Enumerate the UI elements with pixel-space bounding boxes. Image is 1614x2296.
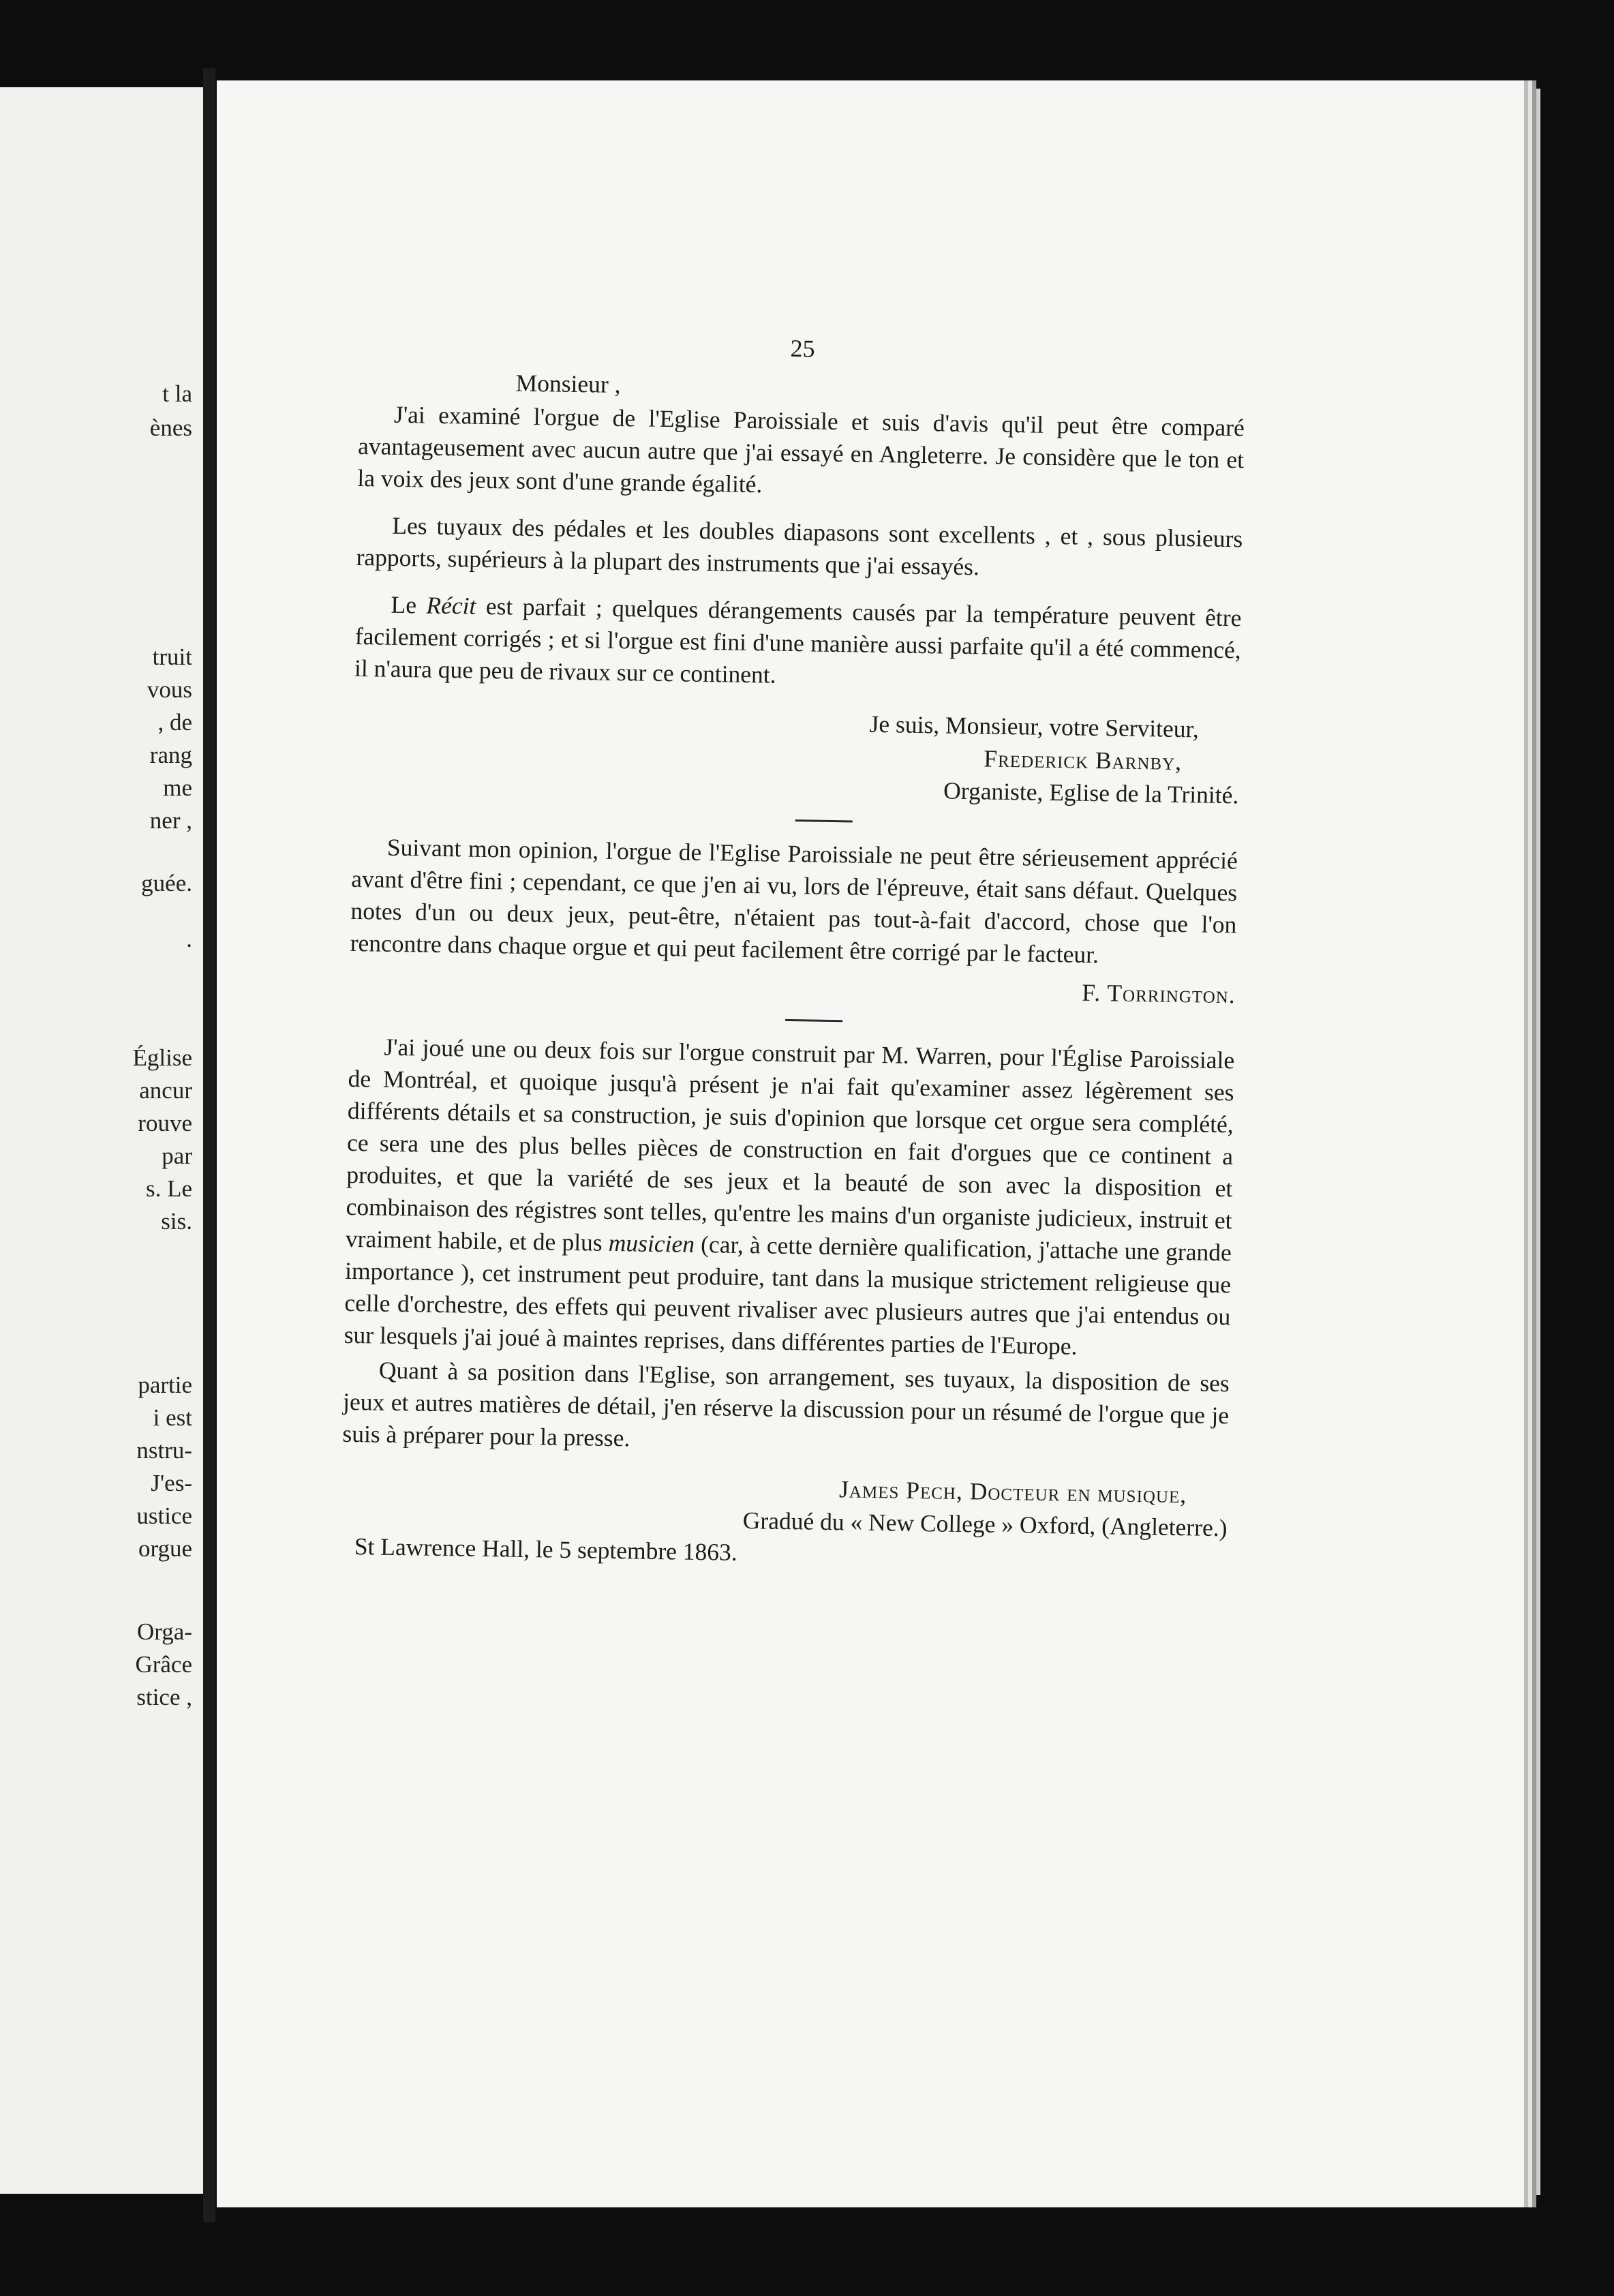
left-page-fragment: ustice	[136, 1502, 192, 1529]
left-page-fragment: vous	[147, 676, 192, 703]
page-edge	[1524, 89, 1540, 2195]
letter3-p1-italic: musicien	[608, 1228, 695, 1258]
letter3-paragraph-1	[344, 1031, 1234, 1365]
left-page-fragment: ènes	[149, 414, 192, 441]
left-page-fragment: Orga-	[137, 1618, 192, 1645]
left-page-fragment: Grâce	[135, 1651, 192, 1678]
letter1-signature-block	[352, 699, 1240, 811]
left-page-fragment: i est	[153, 1404, 192, 1431]
left-page-fragment: , de	[157, 709, 192, 736]
letter1-p3-start: Le	[391, 590, 427, 619]
book-gutter	[203, 68, 215, 2222]
left-page-fragment: .	[186, 926, 192, 952]
letter1-signer: Frederick Barnby,	[984, 744, 1183, 776]
letter2-signer: F. Torrington.	[1082, 978, 1236, 1009]
letter1-p3-end: est parfait ; quelques dérangements causés par la température peuvent être facilement corrigés ; et si l'orgue est fini d'une manière aussi parfaite qu'il a été commencé, il n'aura que peu de rivaux sur ce continent.	[354, 592, 1242, 689]
left-page-fragment: rang	[149, 742, 192, 768]
letter1-signer-title: Organiste, Eglise de la Trinité.	[943, 776, 1239, 809]
left-page-fragment: nstru-	[136, 1437, 192, 1464]
left-page-fragment: t la	[162, 380, 192, 407]
left-facing-page	[0, 87, 207, 2194]
left-page-fragment: ner ,	[149, 807, 192, 834]
left-page-fragment: me	[163, 774, 192, 801]
right-page	[217, 80, 1524, 2207]
left-page-fragment: s. Le	[145, 1175, 192, 1202]
letter1-paragraph-3	[354, 588, 1242, 698]
letter3-signature-block	[341, 1465, 1228, 1576]
left-page-fragment: rouve	[138, 1110, 192, 1136]
letter2-paragraph-1: Suivant mon opinion, l'orgue de l'Eglise Paroissiale ne peut être sérieusement apprécié avant d'être fini ; cependant, ce que j'en ai vu, lors de l'épreuve, était sans défaut. Quelques notes d'un ou deux jeux, peut-être, n'étaient pas tout-à-fait d'accord, chose que l'on rencontre dans chaque orgue et qui peut facilement être corrigé par le facteur.	[350, 833, 1238, 969]
separator-rule	[785, 1019, 842, 1022]
letter1-closing: Je suis, Monsieur, votre Serviteur,	[869, 710, 1200, 743]
letter1-salutation: Monsieur ,	[515, 369, 621, 399]
letter3-place-date: St Lawrence Hall, le 5 septembre 1863.	[354, 1532, 738, 1566]
left-page-fragment: stice ,	[136, 1684, 192, 1710]
left-page-fragment: orgue	[138, 1535, 192, 1562]
separator-rule	[795, 819, 853, 822]
left-page-fragment: guée.	[141, 870, 192, 896]
page-content	[340, 326, 1246, 1591]
letter1-paragraph-2: Les tuyaux des pédales et les doubles diapasons sont excellents , et , sous plusieurs rapports, supérieurs à la plupart des instruments que j'ai essayés.	[356, 511, 1243, 581]
letter1-paragraph-1: J'ai examiné l'orgue de l'Eglise Paroissiale et suis d'avis qu'il peut être comparé avantageusement avec aucun autre que j'ai essayé en Angleterre. Je considère que le ton et la voix des jeux sont d'une grande égalité.	[357, 400, 1245, 498]
letter3-paragraph-2: Quant à sa position dans l'Eglise, son arrangement, ses tuyaux, la disposition de ses jeux et autres matières de détail, j'en réserve la discussion pour un résumé de l'orgue que je suis à préparer pour la presse.	[342, 1356, 1230, 1452]
letter1-p3-italic: Récit	[426, 591, 476, 620]
letter3-degree: Gradué du « New College » Oxford, (Angleterre.)	[742, 1507, 1228, 1542]
letter3-p1-start: J'ai joué une ou deux fois sur l'orgue construit par M. Warren, pour l'Église Paroissiale de Montréal, et quoique jusqu'à présent je n'ai fait qu'examiner assez légèrement ses différents détails et sa construction, je suis d'opinion que lorsque cet orgue sera complété, ce sera une des plus belles pièces de construction en fait d'orgues que ce continent a produites, et que la variété de ses jeux et la beauté de son avec la disposition et combinaison des régistres sont telles, qu'entre les mains d'un organiste judicieux, instruit et vraiment habile, et de plus	[345, 1033, 1235, 1256]
left-page-fragment: sis.	[161, 1208, 192, 1235]
left-page-fragment: truit	[152, 644, 192, 670]
left-page-fragment: J'es-	[151, 1470, 192, 1496]
left-page-fragment: ancur	[139, 1077, 192, 1104]
left-page-fragment: partie	[138, 1372, 192, 1398]
left-page-fragment: par	[162, 1143, 192, 1169]
left-page-fragment: Église	[132, 1044, 192, 1071]
letter3-p1-end: (car, à cette dernière qualification, j'attache une grande importance ), cet instrument peut produire, tant dans la musique strictement religieuse que celle d'orchestre, des effets qui peuvent rivaliser avec plusieurs autres que j'ai entendus ou sur lesquels j'ai joué à maintes reprises, dans différentes parties de l'Europe.	[344, 1230, 1232, 1360]
letter3-signer: James Pech, Docteur en musique,	[838, 1475, 1187, 1509]
page-number: 25	[790, 334, 815, 363]
